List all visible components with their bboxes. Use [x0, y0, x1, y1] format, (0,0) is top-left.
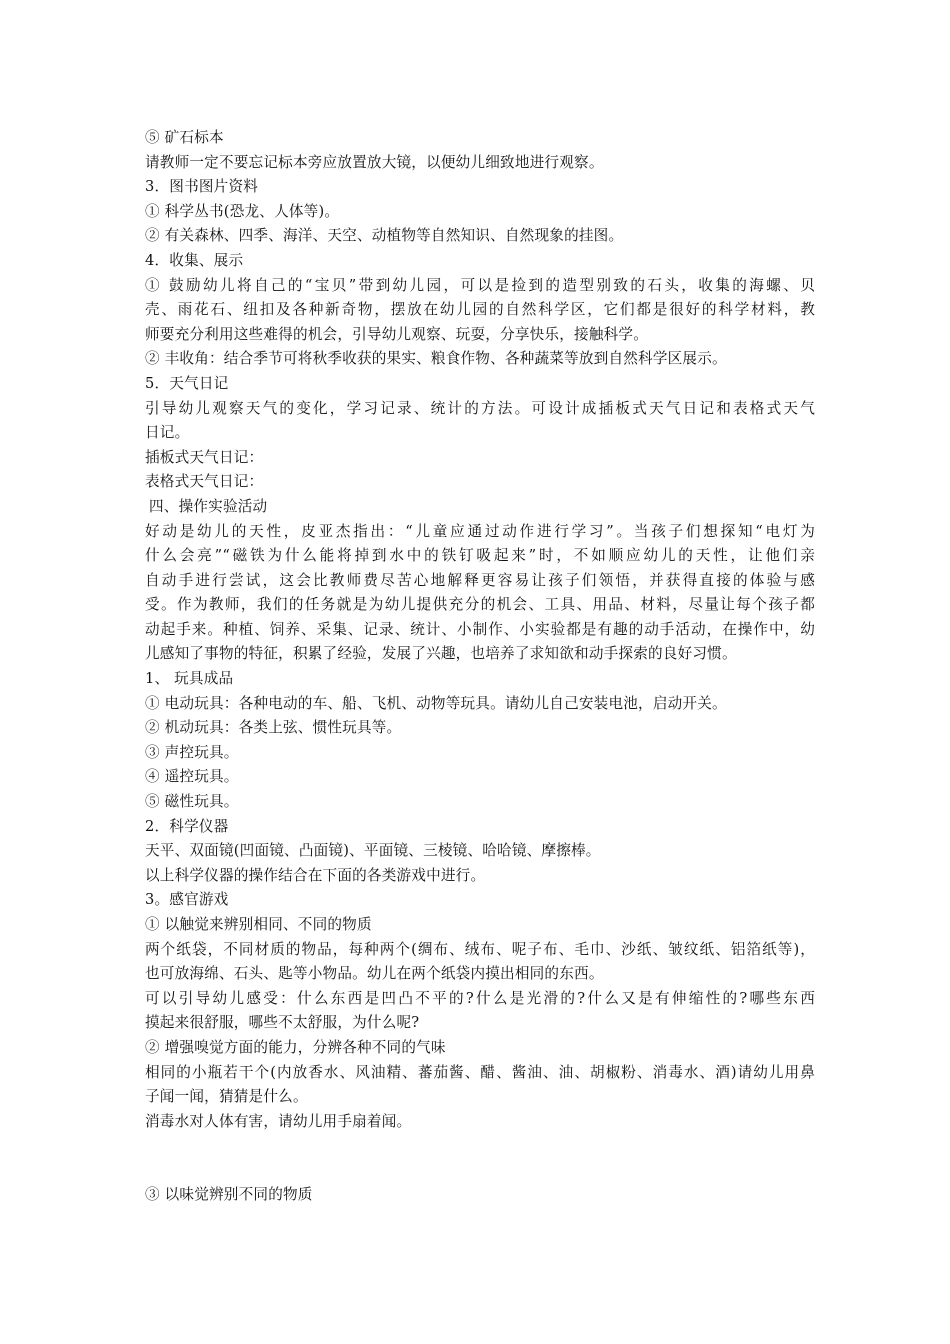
paragraph-line: 子闻一闻，猜猜是什么。 — [145, 1088, 308, 1106]
paragraph-line: 相同的小瓶若干个(内放香水、风油精、蕃茄酱、醋、酱油、油、胡椒粉、消毒水、酒)请幼儿用鼻 — [145, 1063, 815, 1081]
paragraph-line: 受。作为教师，我们的任务就是为幼儿提供充分的机会、工具、用品、材料，尽量让每个孩子都 — [145, 596, 815, 614]
list-item: ② 机动玩具：各类上弦、惯性玩具等。 — [145, 719, 402, 737]
paragraph-line: 两个纸袋，不同材质的物品，每种两个(绸布、绒布、呢子布、毛巾、沙纸、皱纹纸、铝箔纸等)， — [145, 940, 815, 958]
list-item: ② 有关森林、四季、海洋、天空、动植物等自然知识、自然现象的挂图。 — [145, 227, 624, 245]
paragraph-line: 也可放海绵、石头、匙等小物品。幼儿在两个纸袋内摸出相同的东西。 — [145, 965, 604, 983]
paragraph-line: 请教师一定不要忘记标本旁应放置放大镜，以便幼儿细致地进行观察。 — [145, 153, 604, 171]
list-item: ② 增强嗅觉方面的能力，分辨各种不同的气味 — [145, 1038, 446, 1056]
list-item: ③ 声控玩具。 — [145, 743, 239, 761]
section-heading-toys: 1、 玩具成品 — [145, 670, 234, 688]
paragraph-line: 自动手进行尝试，这会比教师费尽苦心地解释更容易让孩子们领悟，并获得直接的体验与感 — [145, 571, 815, 589]
item-ore-specimen: ⑤ 矿石标本 — [145, 129, 224, 146]
list-item: ① 科学丛书(恐龙、人体等)。 — [145, 202, 340, 220]
paragraph-line: 摸起来很舒服，哪些不太舒服，为什么呢? — [145, 1014, 420, 1032]
blank-space — [145, 1134, 815, 1183]
document-body — [145, 126, 815, 1208]
section-heading-books: 3．图书图片资料 — [145, 178, 259, 196]
paragraph-line: 以上科学仪器的操作结合在下面的各类游戏中进行。 — [145, 866, 486, 884]
section-heading-sensory: 3。感官游戏 — [145, 891, 229, 909]
paragraph-line: 引导幼儿观察天气的变化，学习记录、统计的方法。可设计成插板式天气日记和表格式天气 — [145, 399, 815, 417]
section-heading-weather: 5．天气日记 — [145, 374, 229, 392]
paragraph-line: 消毒水对人体有害，请幼儿用手扇着闻。 — [145, 1112, 412, 1130]
paragraph-line: ① 鼓励幼儿将自己的“宝贝”带到幼儿园，可以是捡到的造型别致的石头，收集的海螺、贝 — [145, 276, 815, 294]
list-item: ⑤ 磁性玩具。 — [145, 793, 239, 811]
list-item: ① 电动玩具：各种电动的车、船、飞机、动物等玩具。请幼儿自己安装电池，启动开关。 — [145, 694, 727, 712]
chapter-heading: 四、操作实验活动 — [149, 497, 268, 515]
paragraph-line: 日记。 — [145, 424, 190, 442]
section-heading-instruments: 2．科学仪器 — [145, 817, 229, 835]
paragraph-line: 可以引导幼儿感受：什么东西是凹凸不平的?什么是光滑的?什么又是有伸缩性的?哪些东西 — [145, 989, 815, 1007]
list-item: ① 以触觉来辨别相同、不同的物质 — [145, 916, 372, 933]
list-item: ④ 遥控玩具。 — [145, 768, 239, 786]
paragraph-line: 儿感知了事物的特征，积累了经验，发展了兴趣，也培养了求知欲和动手探索的良好习惯。 — [145, 645, 737, 663]
paragraph-line: 壳、雨花石、纽扣及各种新奇物，摆放在幼儿园的自然科学区，它们都是很好的科学材料，教 — [145, 301, 815, 319]
paragraph-line: 表格式天气日记： — [145, 473, 264, 491]
paragraph-line: 动起手来。种植、饲养、采集、记录、统计、小制作、小实验都是有趣的动手活动，在操作中，幼 — [145, 620, 815, 638]
list-item: ② 丰收角：结合季节可将秋季收获的果实、粮食作物、各种蔬菜等放到自然科学区展示。 — [145, 350, 727, 368]
paragraph-line: 天平、双面镜(凹面镜、凸面镜)、平面镜、三棱镜、哈哈镜、摩擦棒。 — [145, 842, 601, 860]
list-item: ③ 以味觉辨别不同的物质 — [145, 1186, 313, 1204]
paragraph-line: 插板式天气日记： — [145, 448, 264, 466]
paragraph-line: 什么会亮”“磁铁为什么能将掉到水中的铁钉吸起来”时，不如顺应幼儿的天性，让他们亲 — [145, 547, 815, 565]
section-heading-collect: 4．收集、展示 — [145, 251, 244, 269]
paragraph-line: 好动是幼儿的天性，皮亚杰指出：“儿童应通过动作进行学习”。当孩子们想探知“电灯为 — [145, 522, 815, 540]
paragraph-line: 师要充分利用这些难得的机会，引导幼儿观察、玩耍，分享快乐，接触科学。 — [145, 325, 648, 343]
